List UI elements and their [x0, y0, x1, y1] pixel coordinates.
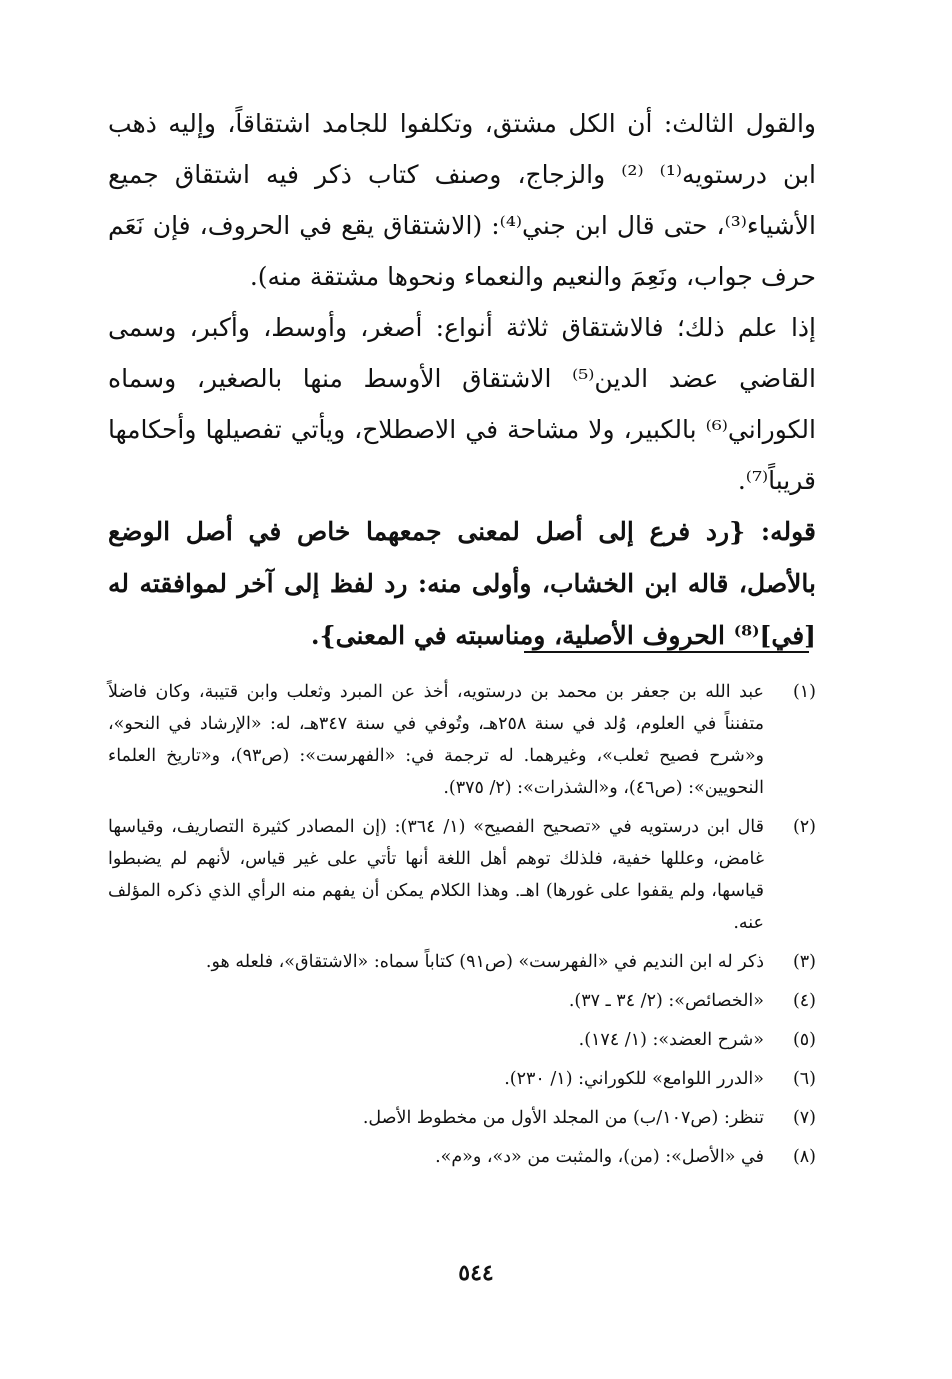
footnote-text: «شرح العضد»: (١/ ١٧٤).: [578, 1030, 764, 1050]
paragraph-2: إذا علم ذلك؛ فالاشتقاق ثلاثة أنواع: أصغر، وأوسط، وأكبر، وسمى القاضي عضد الدين⁽⁵⁾ الاشتقاق الأوسط منها بالصغير، وسماه الكوراني⁽⁶⁾ بالكبير، ولا مشاحة في الاصطلاح، ويأتي تفصيلها وأحكامها قريباً⁽⁷⁾.: [108, 313, 816, 495]
footnote-number: (٨): [792, 1147, 816, 1167]
footnote: [108, 946, 816, 978]
footnote-divider: [524, 651, 809, 653]
footnote-number: (١): [792, 682, 816, 702]
footnote: [108, 1063, 816, 1095]
footnote: [108, 1024, 816, 1056]
footnote: [108, 1141, 816, 1173]
footnote-text: «الدرر اللوامع» للكوراني: (١/ ٢٣٠).: [504, 1069, 764, 1089]
paragraph-1: والقول الثالث: أن الكل مشتق، وتكلفوا للجامد اشتقاقاً، وإليه ذهب ابن درستويه⁽¹⁾ ⁽²⁾ والزجاج، وصنف كتاب ذكر فيه اشتقاق جميع الأشياء⁽³⁾، حتى قال ابن جني⁽⁴⁾: (الاشتقاق يقع في الحروف، فإن نَعَم حرف جواب، ونَعِمَ والنعيم والنعماء ونحوها مشتقة منه).: [108, 109, 817, 291]
footnote-number: (٣): [792, 952, 816, 972]
footnote: [108, 811, 816, 939]
footnote-text: قال ابن درستويه في «تصحيح الفصيح» (١/ ٣٦٤): (إن المصادر كثيرة التصاريف، وقياسها غامض، وعللها خفية، فلذلك توهم أهل اللغة أنها تأتي على غير قياس، لأنهم لم يضبطوا قياسها، ولم يقفوا على غورها) اهـ. وهذا الكلام يمكن أن يفهم منه الرأي الذي ذكره المؤلف عنه.: [108, 817, 764, 933]
footnote-text: «الخصائص»: (٢/ ٣٤ ـ ٣٧).: [568, 991, 764, 1011]
footnote: [108, 676, 816, 804]
main-text: [108, 98, 816, 662]
footnote-number: (٤): [792, 991, 816, 1011]
footnote: [108, 1102, 816, 1134]
footnote-number: (٥): [792, 1030, 816, 1050]
footnote-number: (٧): [792, 1108, 816, 1128]
footnote-text: تنظر: (ص١٠٧/ب) من المجلد الأول من مخطوط الأصل.: [362, 1108, 764, 1128]
footnote-text: عبد الله بن جعفر بن محمد بن درستويه، أخذ عن المبرد وثعلب وابن قتيبة، وكان فاضلاً متفنناً في العلوم، وُلد في سنة ٢٥٨هـ، وتُوفي في سنة ٣٤٧هـ، له: «الإرشاد في النحو»، و«شرح فصيح ثعلب»، وغيرهما. له ترجمة في: «الفهرست»: (ص٩٣)، و«تاريخ العلماء النحويين»: (ص٤٦)، و«الشذرات»: (٢/ ٣٧٥).: [108, 682, 764, 798]
footnote-number: (٦): [792, 1069, 816, 1089]
footnote-text: ذكر له ابن النديم في «الفهرست» (ص٩١) كتاباً سماه: «الاشتقاق»، فلعله هو.: [205, 952, 764, 972]
footnote-number: (٢): [792, 817, 816, 837]
paragraph-3-quote: قوله: {رد فرع إلى أصل لمعنى جمعهما خاص في أصل الوضع بالأصل، قاله ابن الخشاب، وأولى منه: رد لفظ إلى آخر لموافقته له [في]⁽⁸⁾ الحروف الأصلية، ومناسبته في المعنى}.: [108, 517, 816, 650]
footnotes: [108, 676, 816, 1180]
footnote: [108, 985, 816, 1017]
footnote-text: في «الأصل»: (من)، والمثبت من «د»، و«م».: [435, 1147, 764, 1167]
page-number: ٥٤٤: [458, 1260, 494, 1286]
